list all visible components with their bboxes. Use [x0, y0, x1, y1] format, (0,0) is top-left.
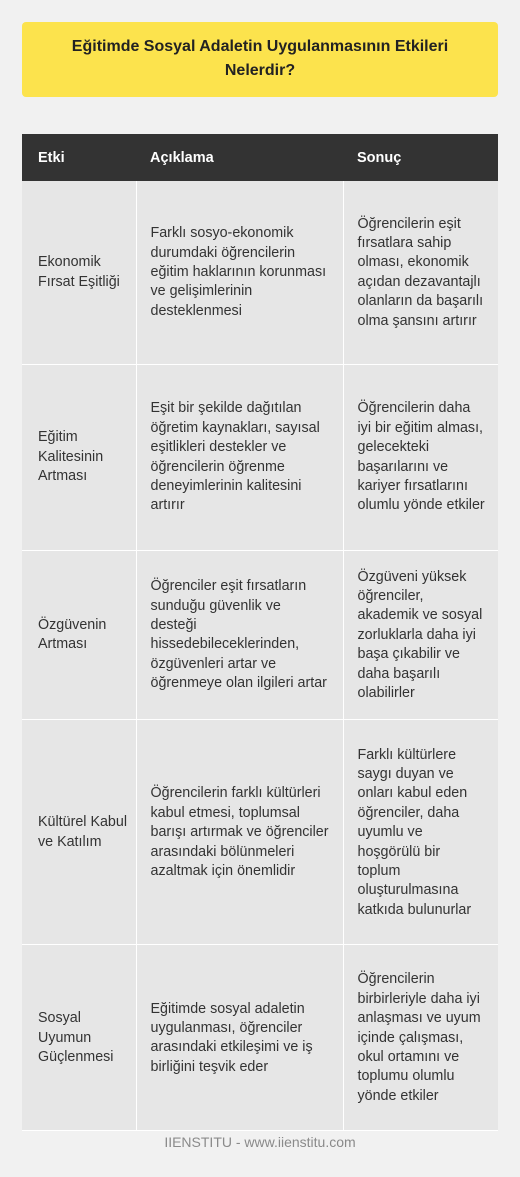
cell-etki: Özgüvenin Artması	[22, 550, 136, 720]
table-container	[22, 134, 498, 1131]
cell-etki: Ekonomik Fırsat Eşitliği	[22, 181, 136, 364]
table-row	[22, 181, 498, 364]
cell-aciklama: Öğrencilerin farklı kültürleri kabul etmesi, toplumsal barışı artırmak ve öğrenciler arasındaki bölünmeleri azaltmak için önemlidir	[136, 720, 343, 945]
page-title: Eğitimde Sosyal Adaletin Uygulanmasının Etkileri Nelerdir?	[22, 22, 498, 97]
cell-etki: Sosyal Uyumun Güçlenmesi	[22, 945, 136, 1131]
cell-etki: Eğitim Kalitesinin Artması	[22, 364, 136, 550]
cell-sonuc: Öğrencilerin birbirleriyle daha iyi anlaşması ve uyum içinde çalışması, okul ortamını ve toplumu olumlu yönde etkiler	[343, 945, 498, 1131]
cell-sonuc: Özgüveni yüksek öğrenciler, akademik ve sosyal zorluklarla daha iyi başa çıkabilir ve daha başarılı olabilirler	[343, 550, 498, 720]
cell-aciklama: Farklı sosyo-ekonomik durumdaki öğrencilerin eğitim haklarının korunması ve gelişimlerinin desteklenmesi	[136, 181, 343, 364]
cell-sonuc: Öğrencilerin daha iyi bir eğitim alması, gelecekteki başarılarını ve kariyer fırsatlarını olumlu yönde etkiler	[343, 364, 498, 550]
cell-etki: Kültürel Kabul ve Katılım	[22, 720, 136, 945]
cell-aciklama: Eşit bir şekilde dağıtılan öğretim kaynakları, sayısal eşitlikleri destekler ve öğrencilerin öğrenme deneyimlerinin kalitesini artırır	[136, 364, 343, 550]
footer-credit: IIENSTITU - www.iienstitu.com	[164, 1134, 356, 1150]
table-row	[22, 945, 498, 1131]
table-header-row	[22, 134, 498, 181]
column-header-etki: Etki	[22, 134, 136, 181]
column-header-aciklama: Açıklama	[136, 134, 343, 181]
cell-sonuc: Öğrencilerin eşit fırsatlara sahip olması, ekonomik açıdan dezavantajlı olanların da başarılı olma şansını artırır	[343, 181, 498, 364]
cell-aciklama: Öğrenciler eşit fırsatların sunduğu güvenlik ve desteği hissedebileceklerinden, özgüvenleri artar ve öğrenmeye olan ilgileri artar	[136, 550, 343, 720]
column-header-sonuc: Sonuç	[343, 134, 498, 181]
cell-sonuc: Farklı kültürlere saygı duyan ve onları kabul eden öğrenciler, daha uyumlu ve hoşgörülü bir toplum oluşturulmasına katkıda bulunurlar	[343, 720, 498, 945]
table-row	[22, 364, 498, 550]
table-row	[22, 550, 498, 720]
table-row	[22, 720, 498, 945]
effects-table	[22, 134, 498, 1131]
cell-aciklama: Eğitimde sosyal adaletin uygulanması, öğrenciler arasındaki etkileşimi ve iş birliğini teşvik eder	[136, 945, 343, 1131]
